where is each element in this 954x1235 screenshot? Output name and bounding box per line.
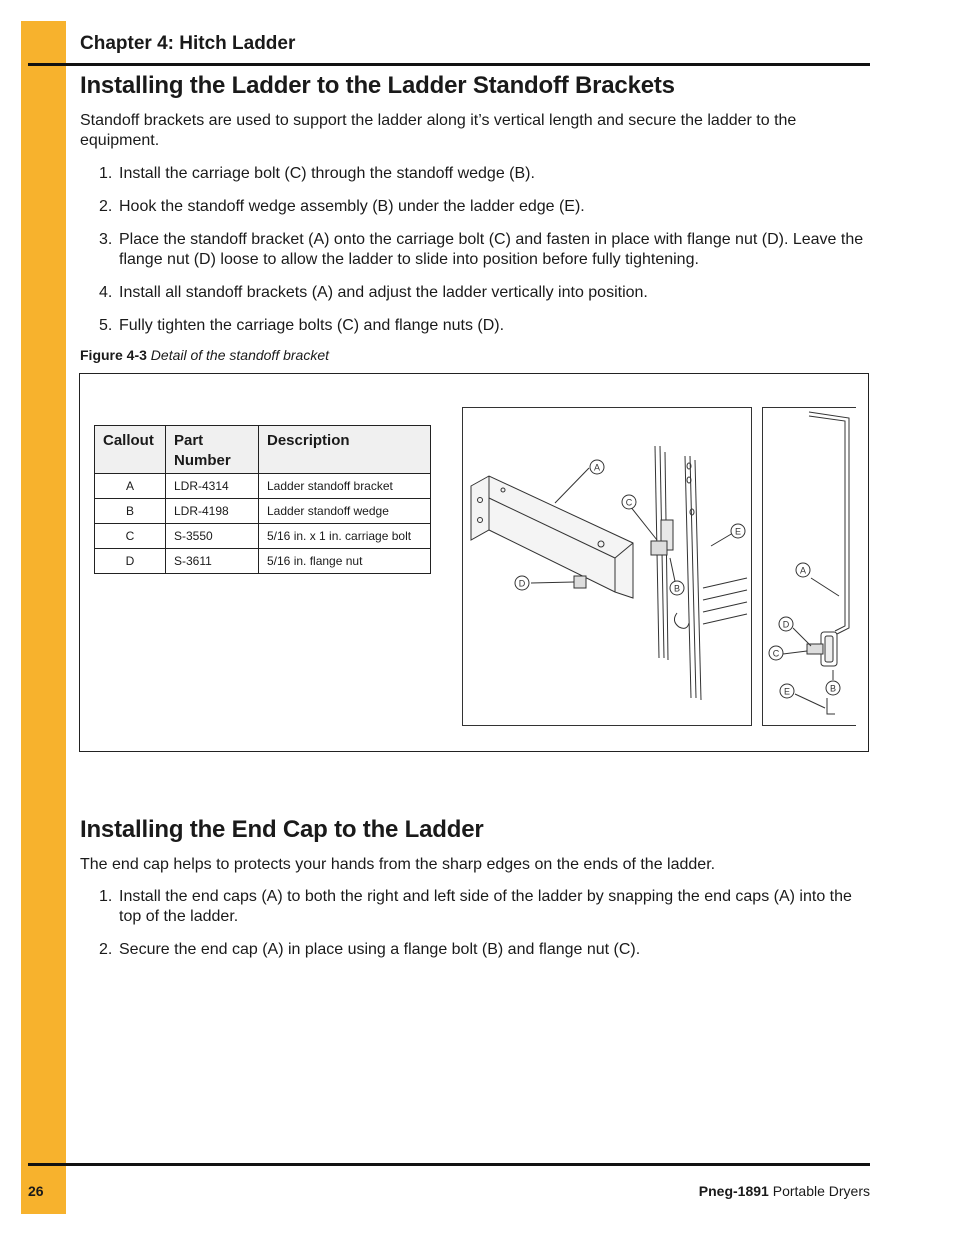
table-cell: 5/16 in. flange nut (259, 549, 431, 574)
table-cell: Ladder standoff wedge (259, 499, 431, 524)
callout-label: C (772, 648, 780, 659)
section-title-end-cap: Installing the End Cap to the Ladder (80, 816, 484, 843)
page-accent-bar (21, 21, 66, 1214)
table-cell: S-3611 (166, 549, 259, 574)
table-row (95, 524, 431, 549)
list-item: 5. Fully tighten the carriage bolts (C) and flange nuts (D). (99, 317, 505, 334)
table-cell: B (95, 499, 166, 524)
callout-label: A (799, 565, 807, 576)
table-row (95, 474, 431, 499)
standoff-bracket-drawing (463, 408, 751, 725)
callout-label: E (783, 686, 791, 697)
section2-steps (80, 887, 870, 973)
page-number: 26 (28, 1183, 44, 1199)
doc-id: Pneg-1891 (698, 1183, 769, 1199)
callout-label: D (782, 619, 790, 630)
list-item: 1. Install the carriage bolt (C) through the standoff wedge (B). (99, 165, 535, 182)
list-item: 4. Install all standoff brackets (A) and adjust the ladder vertically into position. (99, 284, 648, 301)
section1-steps (80, 164, 870, 349)
header-rule (28, 63, 870, 66)
table-cell: C (95, 524, 166, 549)
section-title-standoff-brackets: Installing the Ladder to the Ladder Standoff Brackets (80, 72, 675, 99)
table-header: Callout (95, 426, 166, 474)
section2-intro: The end cap helps to protects your hands from the sharp edges on the ends of the ladder. (80, 856, 716, 873)
doc-title: Portable Dryers (772, 1183, 870, 1199)
callout-label: A (593, 462, 601, 473)
list-item: 1. Install the end caps (A) to both the right and left side of the ladder by snapping the end caps (A) into the top of the ladder. (99, 888, 852, 925)
section1-intro: Standoff brackets are used to support the ladder along it’s vertical length and secure the ladder to the equipment. (80, 112, 797, 149)
chapter-header: Chapter 4: Hitch Ladder (80, 33, 296, 54)
table-cell: LDR-4198 (166, 499, 259, 524)
table-cell: 5/16 in. x 1 in. carriage bolt (259, 524, 431, 549)
table-cell: Ladder standoff bracket (259, 474, 431, 499)
table-row (95, 499, 431, 524)
table-row (95, 549, 431, 574)
table-header: Description (259, 426, 431, 474)
table-header: Part Number (166, 426, 259, 474)
table-cell: A (95, 474, 166, 499)
parts-table (94, 425, 431, 574)
callout-label: C (625, 497, 633, 508)
standoff-bracket-section-illustration (762, 407, 856, 726)
callout-label: D (518, 578, 526, 589)
callout-label: B (673, 583, 681, 594)
standoff-bracket-section-drawing (763, 408, 856, 725)
table-cell: D (95, 549, 166, 574)
callout-label: B (829, 683, 837, 694)
footer-rule (28, 1163, 870, 1166)
figure-caption: Figure 4-3 Detail of the standoff bracket (80, 347, 330, 363)
table-cell: LDR-4314 (166, 474, 259, 499)
list-item: 3. Place the standoff bracket (A) onto the carriage bolt (C) and fasten in place with flange nut (D). Leave the flange nut (D) loose to allow the ladder to slide into position before fully tightening. (99, 231, 864, 268)
callout-label: E (734, 526, 742, 537)
table-cell: S-3550 (166, 524, 259, 549)
list-item: 2. Secure the end cap (A) in place using a flange bolt (B) and flange nut (C). (99, 941, 641, 958)
list-item: 2. Hook the standoff wedge assembly (B) under the ladder edge (E). (99, 198, 585, 215)
footer-doc-info (699, 1183, 870, 1199)
table-header-row (95, 426, 431, 474)
standoff-bracket-illustration (462, 407, 752, 726)
